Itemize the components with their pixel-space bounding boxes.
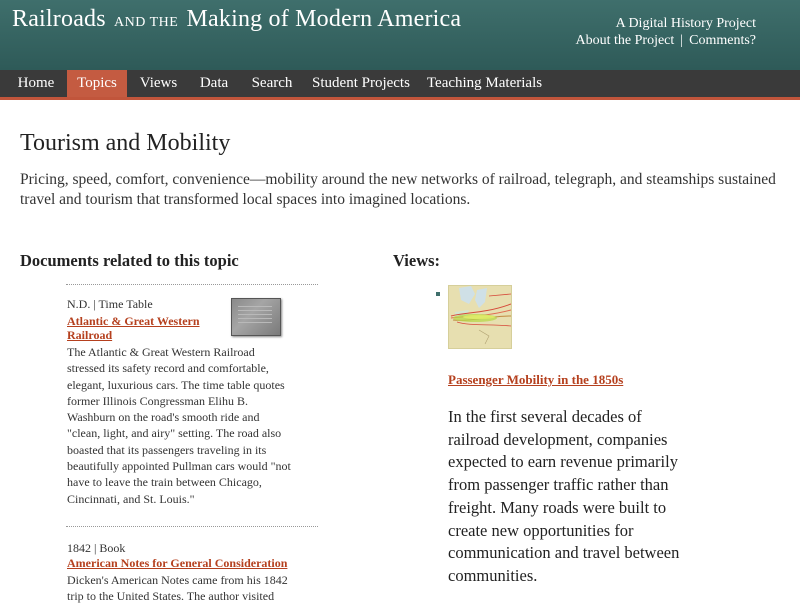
view-description: In the first several decades of railroad development, companies expected to earn revenue primarily from passenger traffic rather than freight. Many roads were built to create new opportunities for communication and travel between communities. xyxy=(448,407,680,585)
doc-meta: 1842 | Book xyxy=(67,541,126,555)
document-link[interactable]: American Notes for General Consideration xyxy=(67,556,288,570)
map-thumbnail[interactable] xyxy=(448,285,512,349)
document-link-line1: Atlantic & Great Western xyxy=(67,314,200,328)
thumbnail-lines xyxy=(238,306,272,326)
site-title-part1: Railroads xyxy=(12,6,106,32)
map-image xyxy=(449,286,511,348)
document-link-line2: Railroad xyxy=(67,328,113,342)
header-separator: | xyxy=(680,33,684,48)
divider xyxy=(66,284,318,285)
document-description: The Atlantic & Great Western Railroad stressed its safety record and comfortable, elegant, luxurious cars. The time table quotes former Illinois Congressman Elihu B. Washburn on the road's smooth ride and "clean, light, and airy" setting. The road also boasted that its passengers traveling in its beautifully appointed Pullman cars would "not have to leave the train between Chicago, Cincinnati, and St. Louis." xyxy=(67,345,291,506)
list-bullet xyxy=(436,292,440,296)
nav-views[interactable]: Views xyxy=(139,75,178,91)
project-label: A Digital History Project xyxy=(615,16,756,31)
header-links xyxy=(576,15,756,49)
comments-link[interactable]: Comments? xyxy=(689,33,756,48)
documents-heading: Documents related to this topic xyxy=(20,251,239,270)
site-header xyxy=(0,0,800,70)
view-link[interactable]: Passenger Mobility in the 1850s xyxy=(448,372,624,387)
topic-intro: Pricing, speed, comfort, convenience—mobility around the new networks of railroad, telegraph, and steamships sustained travel and tourism that transformed local spaces into imagined locations. xyxy=(20,171,776,208)
nav-student-projects[interactable]: Student Projects xyxy=(312,75,410,91)
site-title-small: AND THE xyxy=(113,15,179,30)
document-description: Dicken's American Notes came from his 1842 trip to the United States. The author visited xyxy=(67,573,288,604)
document-thumbnail[interactable] xyxy=(231,298,281,336)
nav-teaching-materials[interactable]: Teaching Materials xyxy=(426,75,543,91)
site-title[interactable] xyxy=(12,6,461,33)
document-link[interactable] xyxy=(67,314,200,342)
page-title: Tourism and Mobility xyxy=(20,130,231,156)
main-nav xyxy=(0,70,800,100)
nav-home[interactable]: Home xyxy=(17,75,55,91)
nav-topics[interactable]: Topics xyxy=(67,70,127,97)
nav-search[interactable]: Search xyxy=(251,75,293,91)
about-link[interactable]: About the Project xyxy=(575,33,675,48)
nav-data[interactable]: Data xyxy=(199,75,229,91)
views-heading: Views: xyxy=(393,251,441,270)
doc-meta: N.D. | Time Table xyxy=(67,297,153,311)
site-title-part2: Making of Modern America xyxy=(186,6,462,32)
divider xyxy=(66,526,318,527)
